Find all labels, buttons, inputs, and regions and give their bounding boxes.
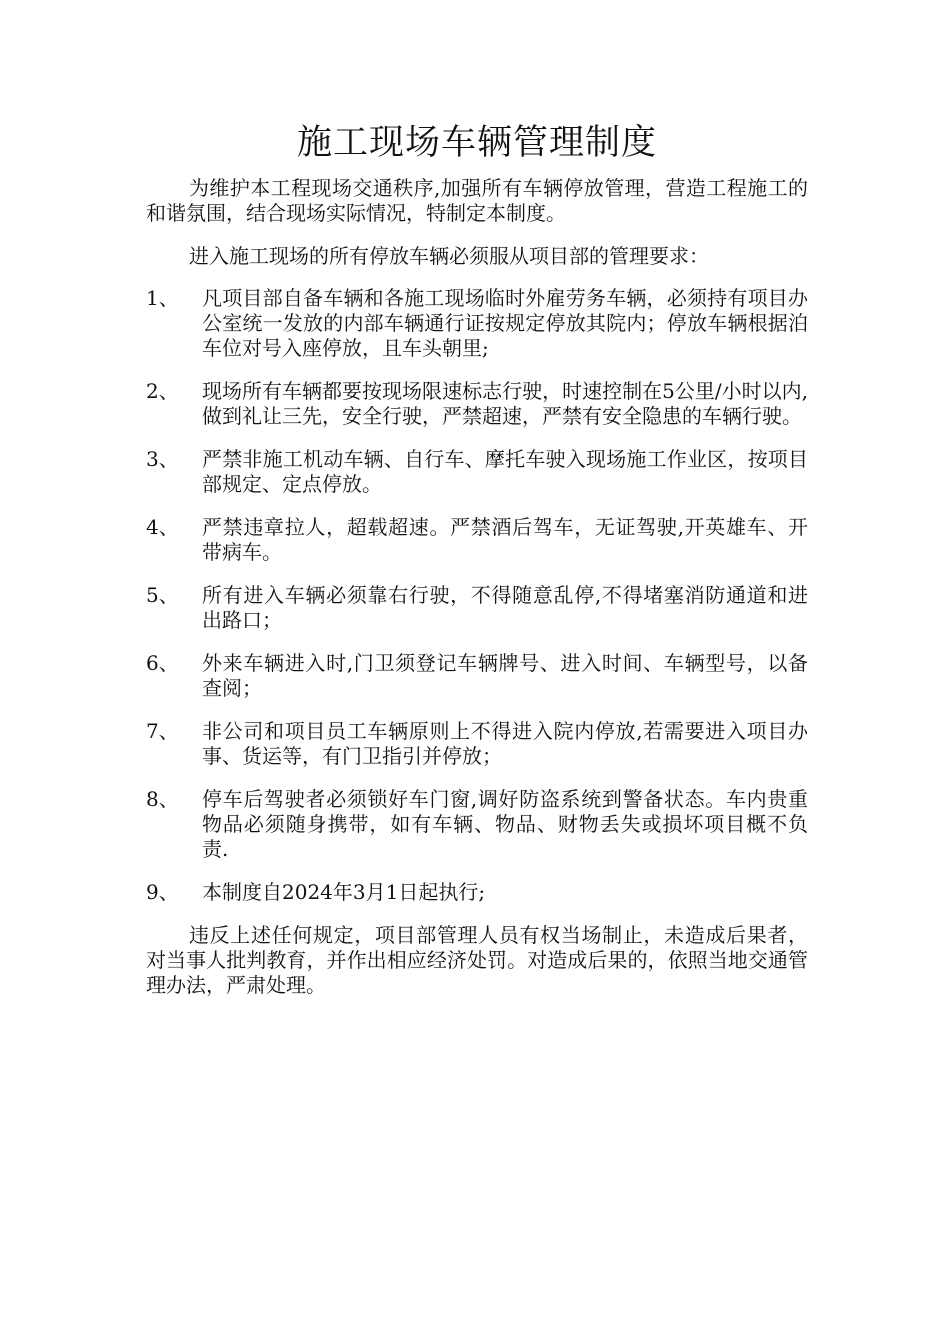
closing-paragraph: 违反上述任何规定，项目部管理人员有权当场制止，未造成后果者，对当事人批判教育，并作出相应经济处罚。对造成后果的，依照当地交通管理办法，严肃处理。 bbox=[146, 923, 808, 997]
rule-item bbox=[146, 880, 808, 905]
rule-text: 严禁非施工机动车辆、自行车、摩托车驶入现场施工作业区，按项目部规定、定点停放。 bbox=[202, 447, 808, 496]
rule-number: 8、 bbox=[146, 787, 179, 811]
rule-number: 5、 bbox=[146, 583, 179, 607]
rule-item bbox=[146, 286, 808, 361]
rule-item bbox=[146, 379, 808, 429]
rule-number: 3、 bbox=[146, 447, 179, 471]
rule-number: 9、 bbox=[146, 880, 179, 904]
rule-item bbox=[146, 651, 808, 701]
rule-number: 6、 bbox=[146, 651, 179, 675]
rule-item bbox=[146, 787, 808, 862]
rule-text: 所有进入车辆必须靠右行驶，不得随意乱停,不得堵塞消防通道和进出路口； bbox=[202, 583, 808, 632]
intro-paragraph: 为维护本工程现场交通秩序,加强所有车辆停放管理，营造工程施工的和谐氛围，结合现场实际情况，特制定本制度。 bbox=[146, 176, 808, 225]
document-title: 施工现场车辆管理制度 bbox=[296, 123, 657, 163]
rules-list bbox=[146, 286, 808, 905]
rule-number: 7、 bbox=[146, 719, 179, 743]
rule-item bbox=[146, 719, 808, 769]
rule-number: 2、 bbox=[146, 379, 179, 403]
rule-text: 非公司和项目员工车辆原则上不得进入院内停放,若需要进入项目办事、货运等，有门卫指引并停放； bbox=[202, 719, 808, 768]
rule-item bbox=[146, 583, 808, 633]
rule-text: 本制度自2024年3月1日起执行; bbox=[202, 880, 486, 904]
rule-number: 1、 bbox=[146, 286, 179, 310]
rule-item bbox=[146, 515, 808, 565]
rule-text: 凡项目部自备车辆和各施工现场临时外雇劳务车辆，必须持有项目办公室统一发放的内部车辆通行证按规定停放其院内；停放车辆根据泊车位对号入座停放，且车头朝里; bbox=[202, 286, 808, 360]
rule-text: 现场所有车辆都要按现场限速标志行驶，时速控制在5公里/小时以内,做到礼让三先，安全行驶，严禁超速，严禁有安全隐患的车辆行驶。 bbox=[202, 379, 808, 428]
document-page bbox=[146, 0, 808, 998]
lead-paragraph: 进入施工现场的所有停放车辆必须服从项目部的管理要求： bbox=[189, 244, 709, 268]
rule-number: 4、 bbox=[146, 515, 179, 539]
rule-text: 外来车辆进入时,门卫须登记车辆牌号、进入时间、车辆型号，以备查阅； bbox=[202, 651, 808, 700]
rule-text: 严禁违章拉人，超载超速。严禁酒后驾车，无证驾驶,开英雄车、开带病车。 bbox=[202, 515, 808, 564]
rule-item bbox=[146, 447, 808, 497]
rule-text: 停车后驾驶者必须锁好车门窗,调好防盗系统到警备状态。车内贵重物品必须随身携带，如有车辆、物品、财物丢失或损坏项目概不负责. bbox=[202, 787, 808, 861]
